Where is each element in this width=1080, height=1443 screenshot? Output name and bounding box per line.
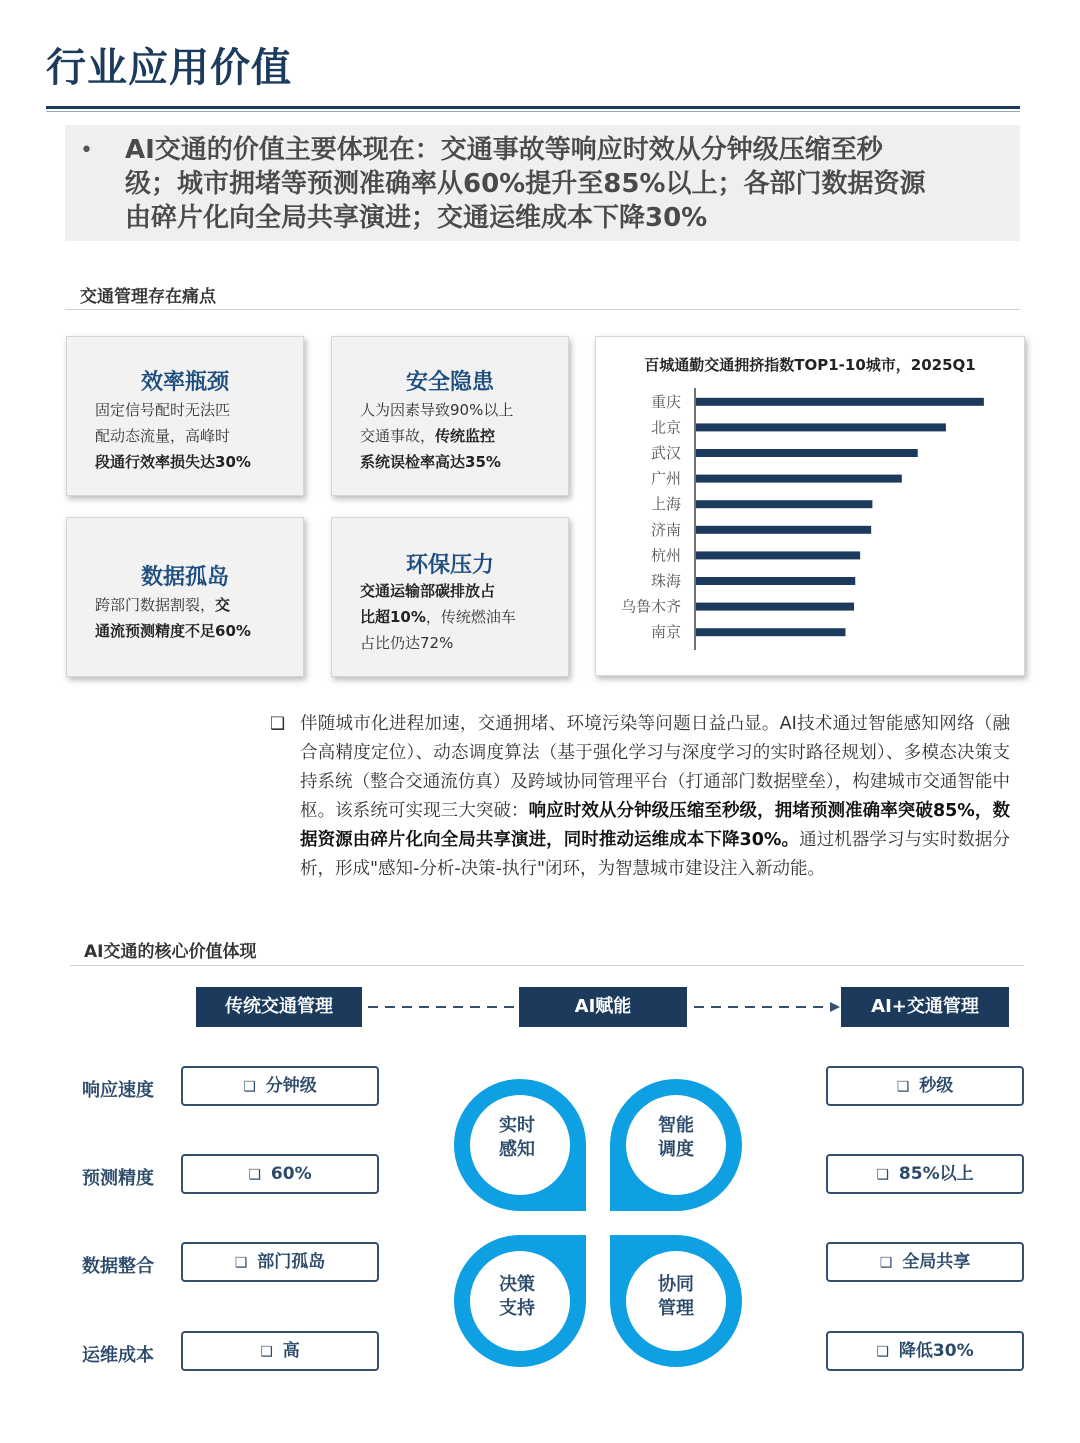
petal-label-line: 决策: [499, 1274, 535, 1295]
arrow-head-icon: [830, 1002, 840, 1012]
pain-card-safety: [331, 336, 569, 496]
chart-bar: [696, 603, 854, 611]
value-text: 秒级: [919, 1076, 954, 1096]
checkbox-icon: ❑: [260, 1344, 273, 1360]
paragraph-text: 伴随城市化进程加速，交通拥堵、环境污染等问题日益凸显。AI技术通过智能感知网络（融合高精度定位）、动态调度算法（基于强化学习与深度学习的实时路径规划）、多模态决策支持系统（整合交通流仿真）及跨域协同管理平台（打通部门数据壁垒），构建城市交通智能中枢。该系统可实现三大突破：: [300, 714, 1010, 821]
card-text-line: ，传统燃油车: [425, 608, 516, 626]
petal-label-realtime: [477, 1114, 557, 1162]
chart-category-label: 珠海: [650, 572, 681, 590]
chart-bar: [696, 500, 872, 508]
card-text-bold: 交通运输部碳排放占: [360, 582, 496, 600]
card-text-line: 固定信号配时无法匹: [95, 401, 231, 419]
ai-petal-diagram: [440, 1065, 760, 1385]
petal-label-line: 感知: [499, 1139, 535, 1160]
petal-label-collab: [636, 1273, 716, 1321]
summary-line: AI交通的价值主要体现在：交通事故等响应时效从分钟级压缩至秒: [125, 135, 883, 165]
pain-points-section-title: 交通管理存在痛点: [80, 287, 216, 307]
petal-label-line: 支持: [499, 1298, 535, 1319]
petal-label-dispatch: [636, 1114, 716, 1162]
pain-card-environment: [331, 517, 569, 677]
header-ai-plus: AI+交通管理: [841, 987, 1009, 1027]
chart-bar: [696, 475, 902, 483]
chart-title: 百城通勤交通拥挤指数TOP1-10城市，2025Q1: [644, 356, 976, 374]
card-title: 数据孤岛: [140, 565, 229, 590]
chart-category-label: 武汉: [650, 444, 681, 462]
chart-category-label: 广州: [650, 469, 681, 488]
card-text-bold: 系统误检率高达35%: [360, 453, 501, 471]
checkbox-icon: ❑: [248, 1167, 261, 1183]
card-text-bold: 传统监控: [435, 427, 496, 445]
checkbox-icon: ❑: [234, 1255, 248, 1271]
chart-category-label: 济南: [650, 520, 681, 539]
value-before-data: [181, 1242, 379, 1282]
card-title: 效率瓶颈: [140, 370, 229, 395]
value-text: 高: [282, 1341, 300, 1361]
pain-card-data-silo: [66, 517, 304, 677]
row-label-response: 响应速度: [82, 1080, 154, 1101]
petal-label-line: 智能: [658, 1115, 694, 1136]
row-label-cost: 运维成本: [82, 1345, 154, 1366]
title-divider: [46, 106, 1020, 109]
pain-card-efficiency: [66, 336, 304, 496]
petal-label-line: 协同: [658, 1274, 694, 1295]
chart-category-label: 北京: [650, 418, 681, 437]
card-text-bold: 通流预测精度不足60%: [95, 622, 251, 640]
value-text: 降低30%: [898, 1341, 974, 1361]
value-text: 60%: [270, 1164, 312, 1184]
chart-category-label: 上海: [650, 495, 681, 514]
card-text-bold: 段通行效率损失达30%: [95, 453, 251, 471]
page-title: 行业应用价值: [46, 45, 292, 91]
header-ai: AI赋能: [519, 987, 687, 1027]
paragraph-bullet: ❑: [270, 714, 286, 734]
chart-bar: [696, 577, 855, 585]
card-title: 环保压力: [405, 553, 494, 578]
card-title: 安全隐患: [405, 370, 494, 395]
paragraph-text: 通过机器学习与实时数据分析，形成"感知-分析-决策-执行"闭环，为智慧城市建设注入新动能。: [300, 830, 1011, 879]
chart-bar: [696, 449, 918, 457]
card-text-line: 配动态流量，高峰时: [95, 427, 231, 445]
value-after-data: [826, 1242, 1024, 1282]
checkbox-icon: ❑: [879, 1255, 893, 1271]
value-text: 85%以上: [898, 1164, 974, 1184]
card-text: [95, 397, 281, 475]
value-after-accuracy: [826, 1154, 1024, 1194]
chart-bar: [696, 551, 860, 559]
card-text: [95, 592, 281, 644]
section-divider: [65, 309, 1020, 310]
section-divider: [70, 965, 1024, 966]
bar-chart: [595, 380, 1023, 660]
chart-bar: [696, 423, 946, 431]
paragraph: [300, 710, 1010, 884]
row-label-accuracy: 预测精度: [82, 1168, 154, 1189]
chart-bar: [696, 628, 845, 636]
chart-category-label: 南京: [650, 623, 681, 642]
checkbox-icon: ❑: [243, 1079, 256, 1095]
card-text-bold: 比超10%: [360, 608, 426, 626]
summary-line: 级；城市拥堵等预测准确率从60%提升至85%以上；各部门数据资源: [125, 169, 926, 199]
row-label-data: 数据整合: [82, 1256, 154, 1277]
chart-bar: [696, 526, 871, 534]
petal-label-line: 管理: [658, 1298, 694, 1319]
value-before-cost: [181, 1331, 379, 1371]
card-text-line: 跨部门数据割裂，: [95, 596, 216, 614]
value-text: 部门孤岛: [257, 1252, 326, 1272]
card-text-line: 人为因素导致90%以上: [360, 401, 514, 419]
chart-bar: [696, 398, 984, 406]
value-after-cost: [826, 1331, 1024, 1371]
checkbox-icon: ❑: [896, 1079, 910, 1095]
flow-connectors: [362, 997, 842, 1017]
paragraph-bold-text: 响应时效从分钟级压缩至秒级，拥堵预测准确率突破85%，数据资源由碎片化向全局共享演进，同时推动运维成本下降30%。: [300, 801, 1011, 850]
header-traditional: 传统交通管理: [196, 987, 362, 1027]
summary-line: 由碎片化向全局共享演进；交通运维成本下降30%: [125, 203, 708, 233]
value-after-response: [826, 1066, 1024, 1106]
value-before-accuracy: [181, 1154, 379, 1194]
card-text-line: 交通事故，: [360, 427, 436, 445]
checkbox-icon: ❑: [876, 1167, 889, 1183]
value-text: 分钟级: [265, 1076, 317, 1096]
card-text-line: 占比仍达72%: [360, 634, 454, 652]
value-text: 全局共享: [902, 1252, 971, 1272]
chart-category-label: 杭州: [650, 546, 681, 565]
chart-category-label: 重庆: [650, 392, 681, 411]
core-value-section-title: AI交通的核心价值体现: [84, 942, 257, 962]
petal-label-line: 调度: [658, 1139, 694, 1160]
value-before-response: [181, 1066, 379, 1106]
card-text: [360, 397, 546, 475]
card-text: [360, 578, 546, 656]
card-text-bold: 交: [215, 596, 231, 614]
chart-category-label: 乌鲁木齐: [620, 597, 681, 616]
summary-text: [125, 133, 995, 235]
petal-label-line: 实时: [499, 1115, 535, 1136]
title-divider-thin: [46, 111, 1020, 112]
petal-label-decision: [477, 1273, 557, 1321]
summary-bullet: •: [80, 138, 93, 163]
checkbox-icon: ❑: [876, 1344, 889, 1360]
